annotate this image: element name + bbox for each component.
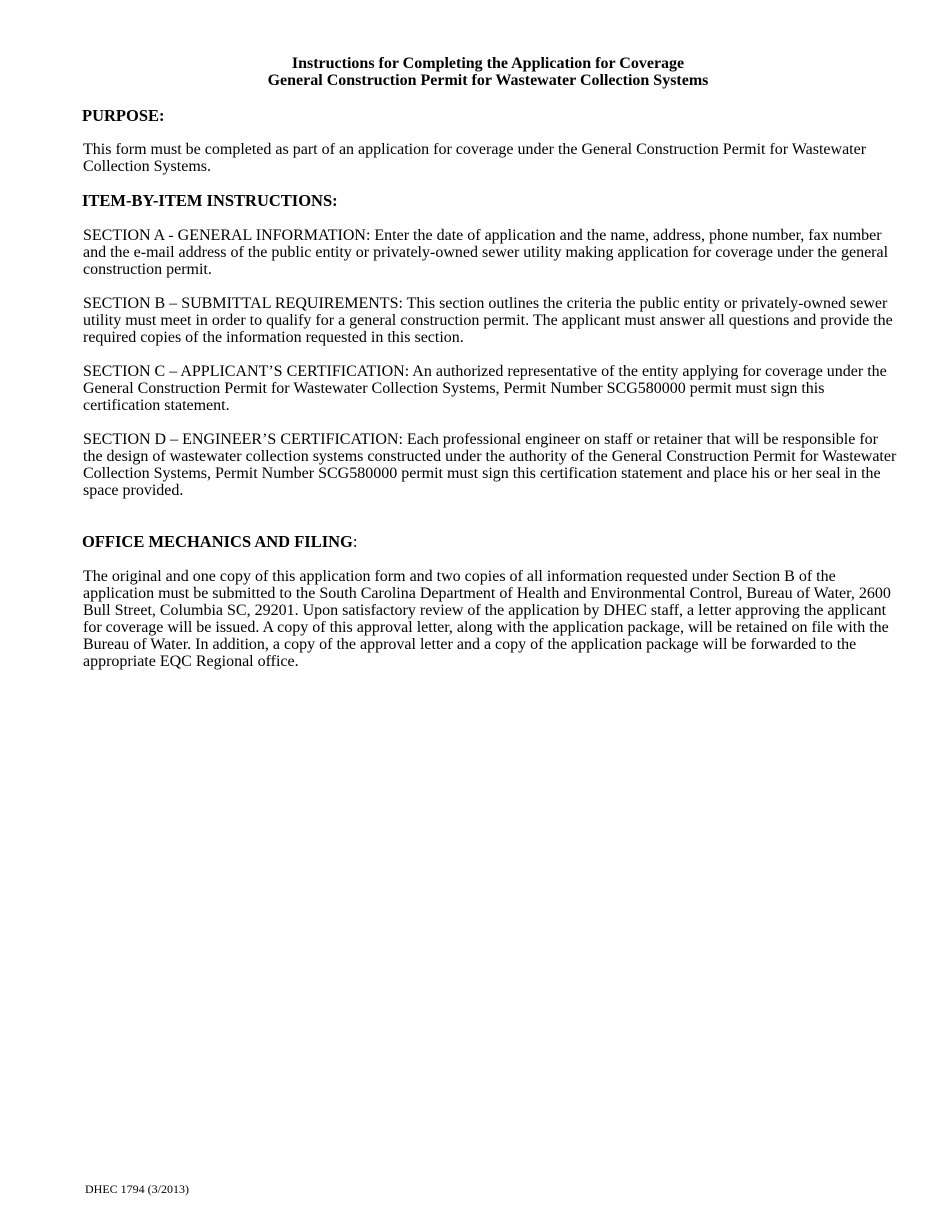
section-c-paragraph: SECTION C – APPLICANT’S CERTIFICATION: An authorized representative of the entity applying for coverage under the General Construction Permit for Wastewater Collection Systems, Permit Number SCG580000 permit must sign this certification statement. xyxy=(83,363,887,414)
office-mechanics-heading-colon: : xyxy=(352,532,358,551)
form-number-footer: DHEC 1794 (3/2013) xyxy=(85,1182,189,1196)
document-title-line-1: Instructions for Completing the Application for Coverage xyxy=(291,55,685,72)
document-title-line-2: General Construction Permit for Wastewater Collection Systems xyxy=(267,72,709,89)
office-mechanics-heading-text: OFFICE MECHANICS AND FILING xyxy=(82,532,353,551)
purpose-heading: PURPOSE: xyxy=(82,106,165,125)
office-mechanics-paragraph: The original and one copy of this application form and two copies of all information requested under Section B of the application must be submitted to the South Carolina Department of Health and Environmental Control, Bureau of Water, 2600 Bull Street, Columbia SC, 29201. Upon satisfactory review of the application by DHEC staff, a letter approving the applicant for coverage will be issued. A copy of this approval letter, along with the application package, will be retained on file with the Bureau of Water. In addition, a copy of the approval letter and a copy of the application package will be forwarded to the appropriate EQC Regional office. xyxy=(83,568,891,670)
section-a-paragraph: SECTION A - GENERAL INFORMATION: Enter the date of application and the name, address, phone number, fax number and the e-mail address of the public entity or privately-owned sewer utility making application for coverage under the general construction permit. xyxy=(83,227,889,278)
section-b-paragraph: SECTION B – SUBMITTAL REQUIREMENTS: This section outlines the criteria the public entity or privately-owned sewer utility must meet in order to qualify for a general construction permit. The applicant must answer all questions and provide the required copies of the information requested in this section. xyxy=(83,295,893,346)
section-d-paragraph: SECTION D – ENGINEER’S CERTIFICATION: Each professional engineer on staff or retainer that will be responsible for the design of wastewater collection systems constructed under the authority of the General Construction Permit for Wastewater Collection Systems, Permit Number SCG580000 permit must sign this certification statement and place his or her seal in the space provided. xyxy=(83,431,897,499)
office-mechanics-heading xyxy=(82,533,358,551)
purpose-paragraph: This form must be completed as part of an application for coverage under the General Construction Permit for Wastewater Collection Systems. xyxy=(83,141,867,175)
item-by-item-instructions-heading: ITEM-BY-ITEM INSTRUCTIONS: xyxy=(82,191,338,210)
